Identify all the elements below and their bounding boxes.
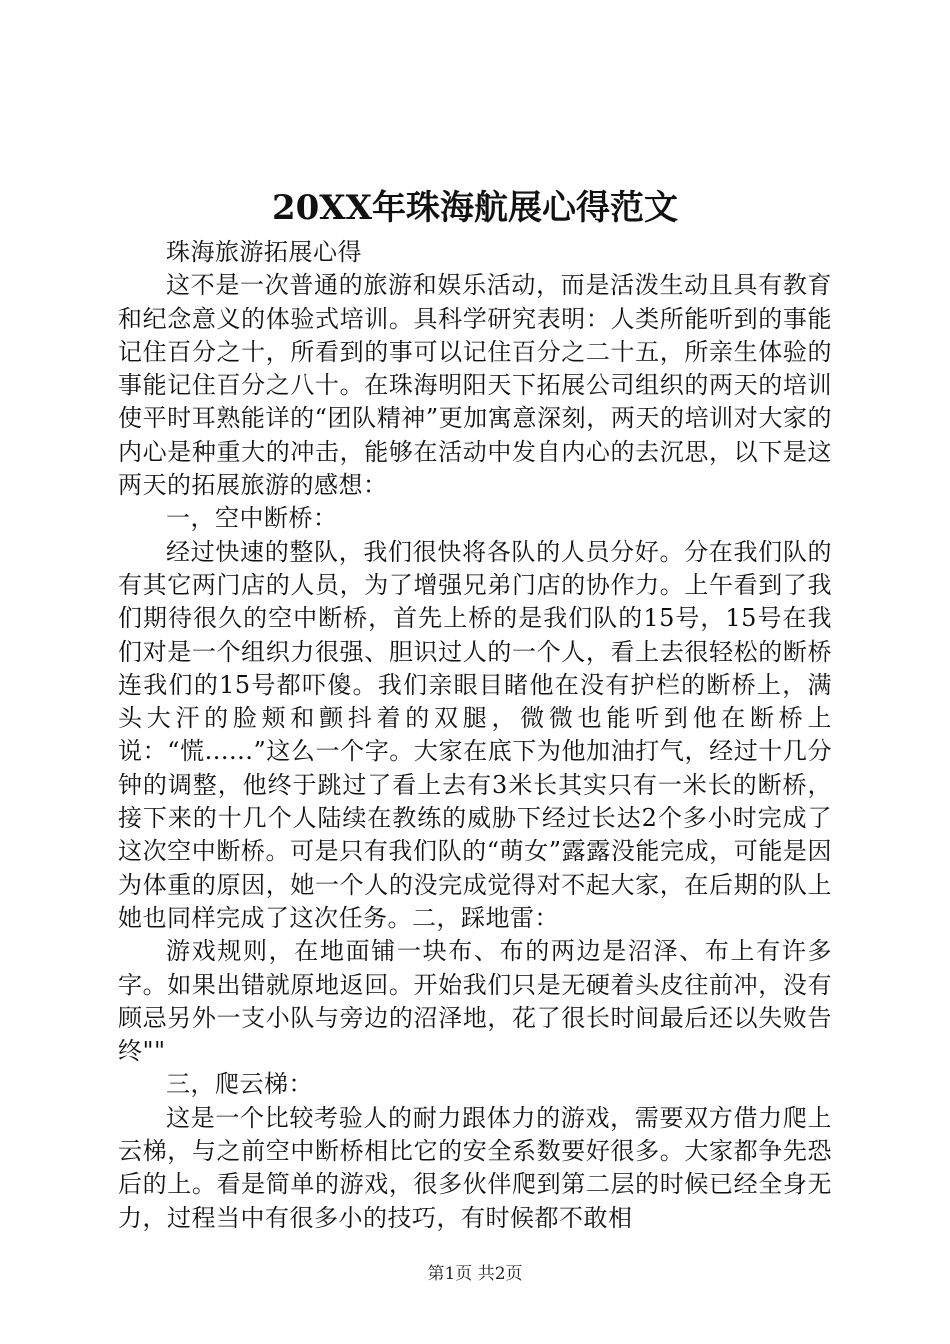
paragraph-subtitle: 珠海旅游拓展心得 (166, 238, 362, 266)
document-body (118, 236, 832, 1235)
paragraph-section-2: 游戏规则，在地面铺一块布、布的两边是沼泽、布上有许多字。如果出错就原地返回。开始我们只是无硬着头皮往前冲，没有顾忌另外一支小队与旁边的沼泽地，花了很长时间最后还以失败告终"" (118, 937, 832, 1066)
page-number-footer: 第1页 共2页 (427, 1264, 523, 1284)
document-title: 20XX年珠海航展心得范文 (271, 188, 679, 228)
paragraph-intro: 这不是一次普通的旅游和娱乐活动，而是活泼生动且具有教育和纪念意义的体验式培训。具科学研究表明：人类所能听到的事能记住百分之十，所看到的事可以记住百分之二十五，所亲生体验的事能记住百分之八十。在珠海明阳天下拓展公司组织的两天的培训使平时耳熟能详的“团队精神”更加寓意深刻，两天的培训对大家的内心是种重大的冲击，能够在活动中发自内心的去沉思，以下是这两天的拓展旅游的感想： (118, 271, 832, 500)
paragraph-heading-3: 三，爬云梯： (166, 1070, 313, 1099)
paragraph-section-1: 经过快速的整队，我们很快将各队的人员分好。分在我们队的有其它两门店的人员，为了增强兄弟门店的协作力。上午看到了我们期待很久的空中断桥，首先上桥的是我们队的15号，15号在我们对是一个组织力很强、胆识过人的一个人，看上去很轻松的断桥连我们的15号都吓傻。我们亲眼目睹他在没有护栏的断桥上，满头大汗的脸颊和颤抖着的双腿，微微也能听到他在断桥上说：“慌......”这么一个字。大家在底下为他加油打气，经过十几分钟的调整，他终于跳过了看上去有3米长其实只有一米长的断桥，接下来的十几个人陆续在教练的威胁下经过长达2个多小时完成了这次空中断桥。可是只有我们队的“萌女”露露没能完成，可能是因为体重的原因，她一个人的没完成觉得对不起大家，在后期的队上她也同样完成了这次任务。二，踩地雷： (118, 537, 832, 932)
paragraph-heading-1: 一，空中断桥： (166, 504, 338, 533)
paragraph-section-3: 这是一个比较考验人的耐力跟体力的游戏，需要双方借力爬上云梯，与之前空中断桥相比它的安全系数要好很多。大家都争先恐后的上。看是简单的游戏，很多伙伴爬到第二层的时候已经全身无力，过程当中有很多小的技巧，有时候都不敢相 (118, 1103, 832, 1232)
